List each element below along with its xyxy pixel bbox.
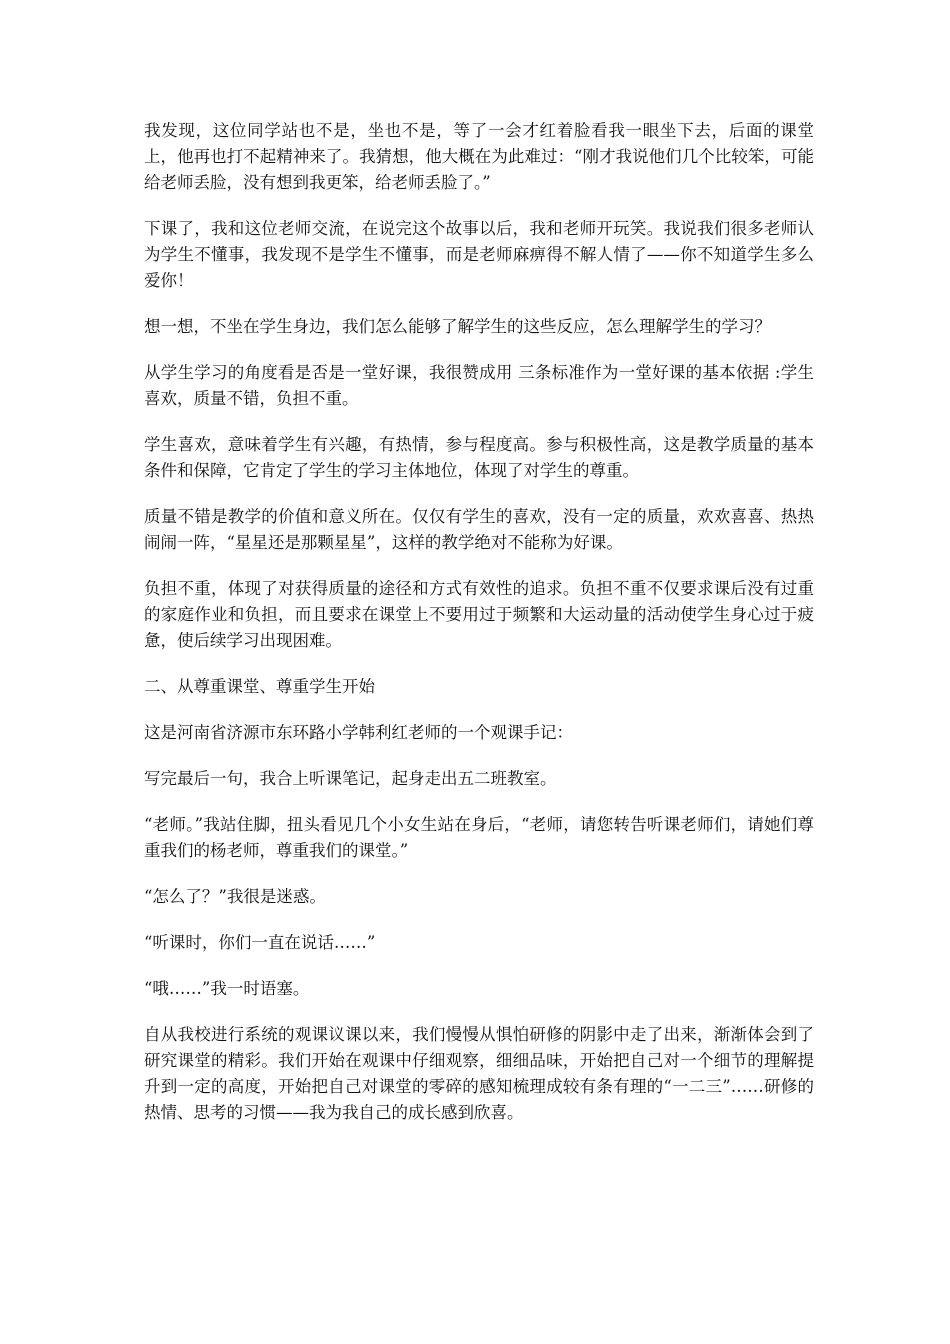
paragraph-confused: “怎么了？”我很是迷惑。: [144, 887, 326, 906]
paragraph-reflection: 想一想，不坐在学生身边，我们怎么能够了解学生的这些反应，怎么理解学生的学习？: [144, 317, 771, 336]
paragraph-talking: “听课时，你们一直在说话……”: [144, 933, 376, 952]
paragraph-classroom-story: 我发现，这位同学站也不是，坐也不是，等了一会才红着脸看我一眼坐下去，后面的课堂上，他再也打不起精神来了。我猜想，他大概在为此难过：“刚才我说他们几个比较笨，可能给老师丢脸，没有想到我更笨，给老师丢脸了。”: [144, 121, 814, 192]
paragraph-school-research: 自从我校进行系统的观课议课以来，我们慢慢从惧怕研修的阴影中走了出来，渐渐体会到了研究课堂的精彩。我们开始在观课中仔细观察，细细品味，开始把自己对一个细节的理解提升到一定的高度，开始把自己对课堂的零碎的感知梳理成较有条有理的“一二三”……研修的热情、思考的习惯——我为我自己的成长感到欣喜。: [144, 1025, 814, 1122]
paragraph-notes-intro: 这是河南省济源市东环路小学韩利红老师的一个观课手记：: [144, 723, 573, 742]
paragraph-girls-request: “老师。”我站住脚，扭头看见几个小女生站在身后，“老师，请您转告听课老师们，请她们尊重我们的杨老师，尊重我们的课堂。”: [144, 815, 814, 860]
paragraph-three-standards: 从学生学习的角度看是否是一堂好课，我很赞成用 三条标准作为一堂好课的基本依据 :学生喜欢，质量不错，负担不重。: [144, 363, 814, 408]
paragraph-speechless: “哦……”我一时语塞。: [144, 979, 310, 998]
paragraph-after-class: 下课了，我和这位老师交流，在说完这个故事以后，我和老师开玩笑。我说我们很多老师认为学生不懂事，我发现不是学生不懂事，而是老师麻痹得不解人情了——你不知道学生多么爱你！: [144, 219, 814, 290]
paragraph-burden: 负担不重，体现了对获得质量的途径和方式有效性的追求。负担不重不仅要求课后没有过重的家庭作业和负担，而且要求在课堂上不要用过于频繁和大运动量的活动使学生身心过于疲惫，使后续学习出现困难。: [144, 579, 814, 650]
paragraph-quality: 质量不错是教学的价值和意义所在。仅仅有学生的喜欢，没有一定的质量，欢欢喜喜、热热闹闹一阵，“星星还是那颗星星”，这样的教学绝对不能称为好课。: [144, 507, 814, 552]
paragraph-leaving-class: 写完最后一句，我合上听课笔记，起身走出五二班教室。: [144, 769, 557, 788]
section-heading: 二、从尊重课堂、尊重学生开始: [144, 677, 375, 696]
paragraph-students-like: 学生喜欢，意味着学生有兴趣，有热情，参与程度高。参与积极性高，这是教学质量的基本条件和保障，它肯定了学生的学习主体地位，体现了对学生的尊重。: [144, 435, 814, 480]
document-body: [144, 118, 814, 1146]
